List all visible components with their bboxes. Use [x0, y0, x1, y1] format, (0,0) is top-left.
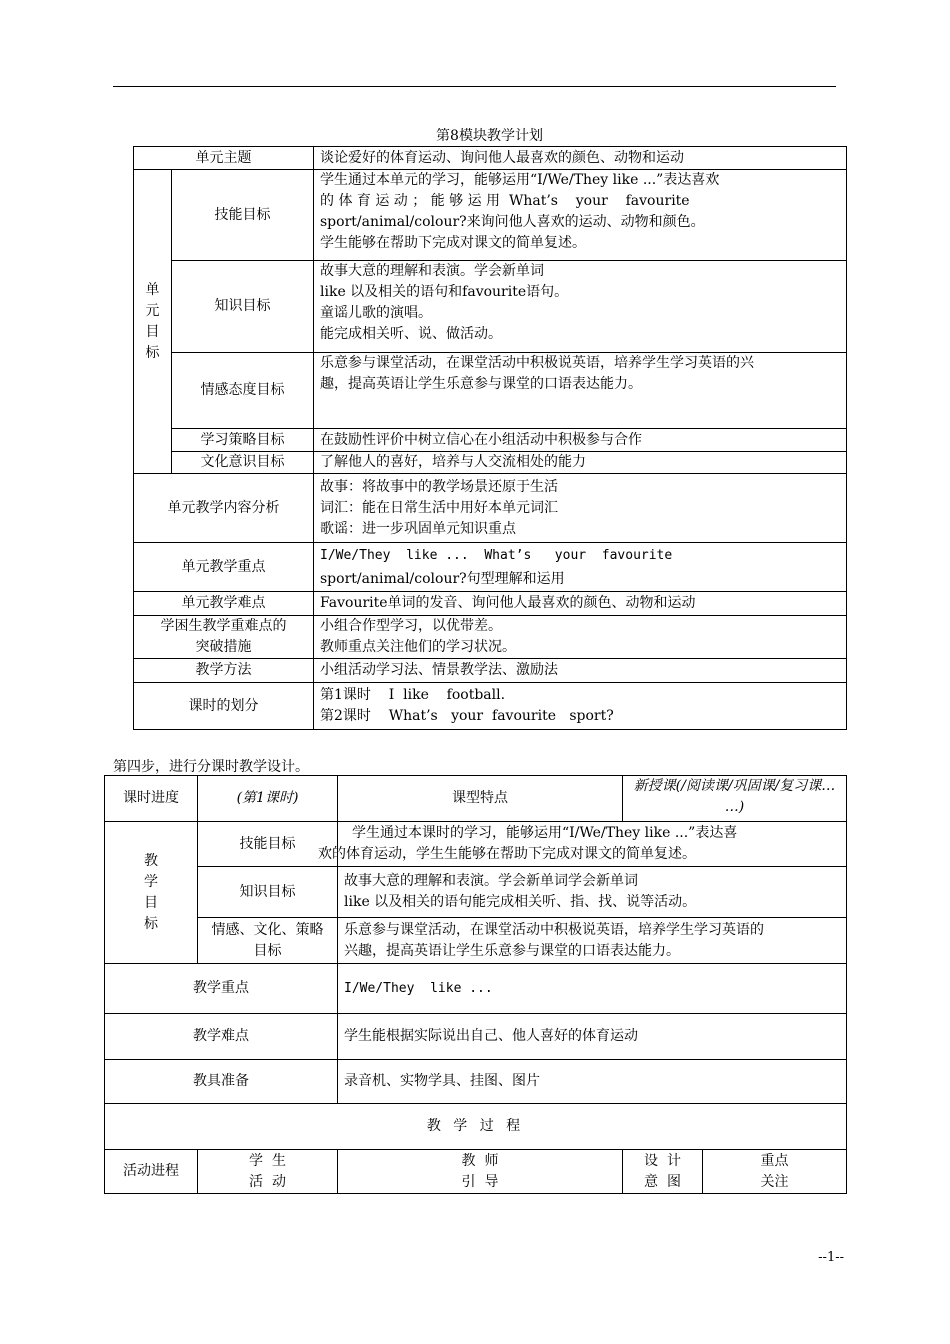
table-row [105, 918, 847, 964]
table-row [134, 592, 847, 616]
page-title: 第8模块教学计划 [436, 128, 543, 144]
lesson-emotion-label: 情感、文化、策略 目标 [198, 918, 338, 964]
theme-label: 单元主题 [134, 147, 314, 170]
process-title: 教 学 过 程 [105, 1104, 847, 1150]
method-label: 教学方法 [134, 659, 314, 683]
lesson-knowledge-value: 故事大意的理解和表演。学会新单词学会新单词 like 以及相关的语句能完成相关听、指、找、说等活动。 [338, 867, 847, 918]
table-row [134, 170, 847, 261]
breakthrough-value: 小组合作型学习，以优带差。 教师重点关注他们的学习状况。 [314, 616, 847, 659]
table-row [105, 1104, 847, 1150]
table-row [134, 353, 847, 429]
progress-label: 课时进度 [105, 776, 198, 822]
lesson-key-value: I/We/They like ... [338, 964, 847, 1014]
col-focus: 重点 关注 [703, 1150, 847, 1194]
lesson-difficulty-value: 学生能根据实际说出自己、他人喜好的体育运动 [338, 1014, 847, 1060]
attitude-goal-value: 乐意参与课堂活动，在课堂活动中积极说英语，培养学生学习英语的兴 趣，提高英语让学生乐意参与课堂的口语表达能力。 [314, 353, 847, 429]
table-row [105, 776, 847, 822]
table-row [134, 452, 847, 474]
table-row [134, 543, 847, 592]
progress-value: (第1课时) [198, 776, 338, 822]
key-point-label: 单元教学重点 [134, 543, 314, 592]
lesson-key-label: 教学重点 [105, 964, 338, 1014]
col-activity: 活动进程 [105, 1150, 198, 1194]
col-student: 学 生 活 动 [198, 1150, 338, 1194]
table-row [134, 147, 847, 170]
content-analysis-label: 单元教学内容分析 [134, 474, 314, 543]
lesson-skill-label: 技能目标 [198, 822, 338, 867]
lesson-skill-value: 学生通过本课时的学习，能够运用“I/We/They like ...”表达喜 欢的体育运动，学生生能够在帮助下完成对课文的简单复述。 [338, 822, 847, 867]
unit-goals-label: 单元目标 [134, 170, 172, 474]
type-label: 课型特点 [338, 776, 623, 822]
table-row [134, 616, 847, 659]
table-row [134, 659, 847, 683]
table-row [134, 683, 847, 730]
breakthrough-label: 学困生教学重难点的 突破措施 [134, 616, 314, 659]
table-row [105, 1014, 847, 1060]
lesson-tools-label: 教具准备 [105, 1060, 338, 1104]
table-row [134, 474, 847, 543]
method-value: 小组活动学习法、情景教学法、激励法 [314, 659, 847, 683]
table-row [105, 867, 847, 918]
strategy-goal-label: 学习策略目标 [172, 429, 314, 452]
period-value: 第1课时 I like football. 第2课时 What’s your favourite sport? [314, 683, 847, 730]
content-analysis-value: 故事：将故事中的教学场景还原于生活 词汇：能在日常生活中用好本单元词汇 歌谣：进一步巩固单元知识重点 [314, 474, 847, 543]
lesson-design-table [104, 775, 847, 1194]
lesson-tools-value: 录音机、实物学具、挂图、图片 [338, 1060, 847, 1104]
culture-goal-value: 了解他人的喜好，培养与人交流相处的能力 [314, 452, 847, 474]
lesson-emotion-value: 乐意参与课堂活动，在课堂活动中积极说英语，培养学生学习英语的 兴趣，提高英语让学生乐意参与课堂的口语表达能力。 [338, 918, 847, 964]
period-label: 课时的划分 [134, 683, 314, 730]
difficulty-label: 单元教学难点 [134, 592, 314, 616]
step-four-heading: 第四步，进行分课时教学设计。 [113, 759, 309, 775]
header-rule [113, 86, 836, 87]
table-row [134, 429, 847, 452]
skill-goal-value: 学生通过本单元的学习，能够运用“I/We/They like ...”表达喜欢 的 体 育 运 动 ； 能 够 运 用 What’s your favourite sport/animal/colour?来询问他人喜欢的运动、动物和颜色。 学生能够在帮助下完成对课文的简单复述。 [314, 170, 847, 261]
strategy-goal-value: 在鼓励性评价中树立信心在小组活动中积极参与合作 [314, 429, 847, 452]
knowledge-goal-value: 故事大意的理解和表演。学会新单词 like 以及相关的语句和favourite语句。 童谣儿歌的演唱。 能完成相关听、说、做活动。 [314, 261, 847, 353]
key-point-value: I/We/They like ... What’s your favourite sport/animal/colour?句型理解和运用 [314, 543, 847, 592]
lesson-difficulty-label: 教学难点 [105, 1014, 338, 1060]
col-teacher: 教 师 引 导 [338, 1150, 623, 1194]
type-value: 新授课(/阅读课/巩固课/复习课… …) [623, 776, 847, 822]
knowledge-goal-label: 知识目标 [172, 261, 314, 353]
col-design: 设 计 意 图 [623, 1150, 703, 1194]
table-row [105, 822, 847, 867]
theme-value: 谈论爱好的体育运动、询问他人最喜欢的颜色、动物和运动 [314, 147, 847, 170]
page-number: --1-- [818, 1250, 844, 1265]
difficulty-value: Favourite单词的发音、询问他人最喜欢的颜色、动物和运动 [314, 592, 847, 616]
table-row [134, 261, 847, 353]
culture-goal-label: 文化意识目标 [172, 452, 314, 474]
attitude-goal-label: 情感态度目标 [172, 353, 314, 429]
module-plan-table [133, 146, 847, 730]
skill-goal-label: 技能目标 [172, 170, 314, 261]
table-row [105, 1150, 847, 1194]
table-row [105, 1060, 847, 1104]
lesson-goals-label: 教学目标 [105, 822, 198, 964]
table-row [105, 964, 847, 1014]
lesson-knowledge-label: 知识目标 [198, 867, 338, 918]
